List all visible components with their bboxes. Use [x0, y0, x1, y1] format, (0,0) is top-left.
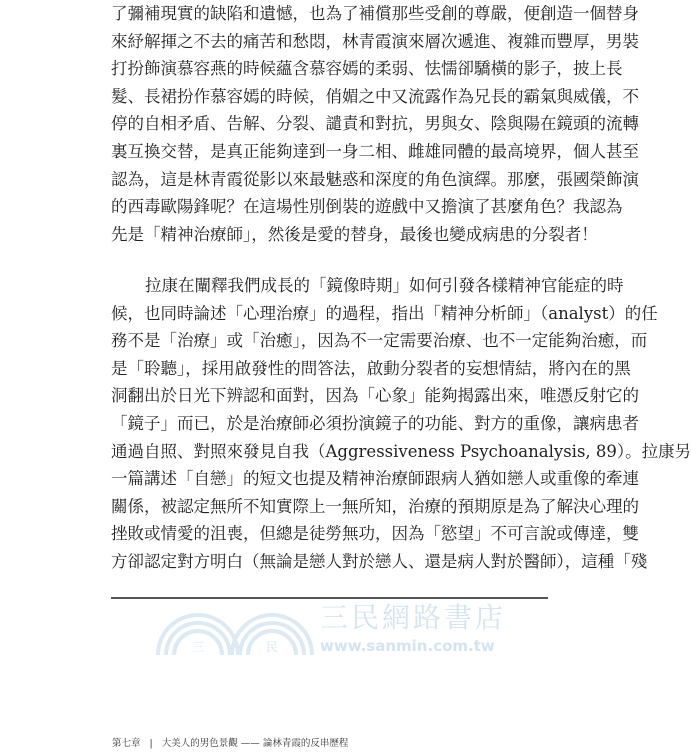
watermark-arch-left: 三	[192, 640, 205, 654]
text-line: 一篇講述「自戀」的短文也提及精神治療師跟病人猶如戀人或重像的牽連	[111, 469, 639, 489]
text-line: 來紓解揮之不去的痛苦和愁悶，林青霞演來層次遞進、複雜而豐厚，男裝	[111, 31, 639, 51]
text-line: 通過自照、對照來發見自我（Aggressiveness Psychoanalysis, 89）。拉康另	[111, 441, 691, 461]
text-line: 候，也同時論述「心理治療」的過程，指出「精神分析師」（analyst）的任	[111, 303, 658, 323]
text-line: 拉康在闡釋我們成長的「鏡像時期」如何引發各樣精神官能症的時	[145, 276, 624, 295]
footer-separator: |	[149, 738, 153, 749]
paragraph-1	[111, 0, 639, 248]
text-line: 先是「精神治療師」，然後是愛的替身，最後也變成病患的分裂者！	[111, 224, 598, 244]
text-line: 髮、長裙扮作慕容嫣的時候，俏媚之中又流露作為兄長的霸氣與威儀，不	[111, 86, 639, 106]
footer-divider	[111, 597, 548, 599]
text-line: 是「聆聽」，採用啟發性的問答法，啟動分裂者的妄想情結，將內在的黑	[111, 358, 631, 378]
text-line: 「鏡子」而已，於是治療師必須扮演鏡子的功能、對方的重像，讓病患者	[111, 413, 639, 433]
text-line: 裏互換交替，是真正能夠達到一身二相、雌雄同體的最高境界，個人甚至	[111, 141, 639, 161]
text-line: 停的自相矛盾、告解、分裂、譴責和對抗，男與女、陰與陽在鏡頭的流轉	[111, 114, 639, 134]
watermark	[150, 603, 510, 659]
text-line: 打扮飾演慕容燕的時候蘊含慕容嫣的柔弱、怯懦卻驕橫的影子，披上長	[111, 59, 623, 79]
text-line: 關係，被認定無所不知實際上一無所知，治療的預期原是為了解決心理的	[111, 496, 639, 516]
text-line: 的西毒歐陽鋒呢？在這場性別倒裝的遊戲中又擔演了甚麼角色？我認為	[111, 197, 623, 217]
footer-title: 大美人的男色景觀 —— 論林青霞的反串歷程	[161, 738, 349, 749]
text-line: 認為，這是林青霞從影以來最魅惑和深度的角色演繹。那麼，張國榮飾演	[111, 169, 639, 189]
text-line: 洞翻出於日光下辨認和面對，因為「心象」能夠揭露出來，唯憑反射它的	[111, 386, 639, 406]
running-footer	[112, 738, 354, 750]
text-line: 挫敗或情愛的沮喪，但總是徒勞無功，因為「慾望」不可言說或傳達，雙	[111, 524, 639, 544]
text-line: 務不是「治療」或「治癒」，因為不一定需要治療、也不一定能夠治癒，而	[111, 331, 648, 351]
text-line: 了彌補現實的缺陷和遺憾，也為了補償那些受創的尊嚴，便創造一個替身	[111, 4, 639, 23]
watermark-arch-icon	[150, 603, 320, 655]
paragraph-2	[111, 272, 691, 576]
text-line: 方卻認定對方明白（無論是戀人對於戀人、還是病人對於醫師），這種「殘	[111, 551, 648, 571]
watermark-title: 三民網路書店	[320, 601, 507, 634]
watermark-arch-right: 民	[266, 640, 279, 654]
footer-chapter: 第七章	[112, 738, 141, 749]
watermark-url: www.sanmin.com.tw	[320, 637, 495, 655]
